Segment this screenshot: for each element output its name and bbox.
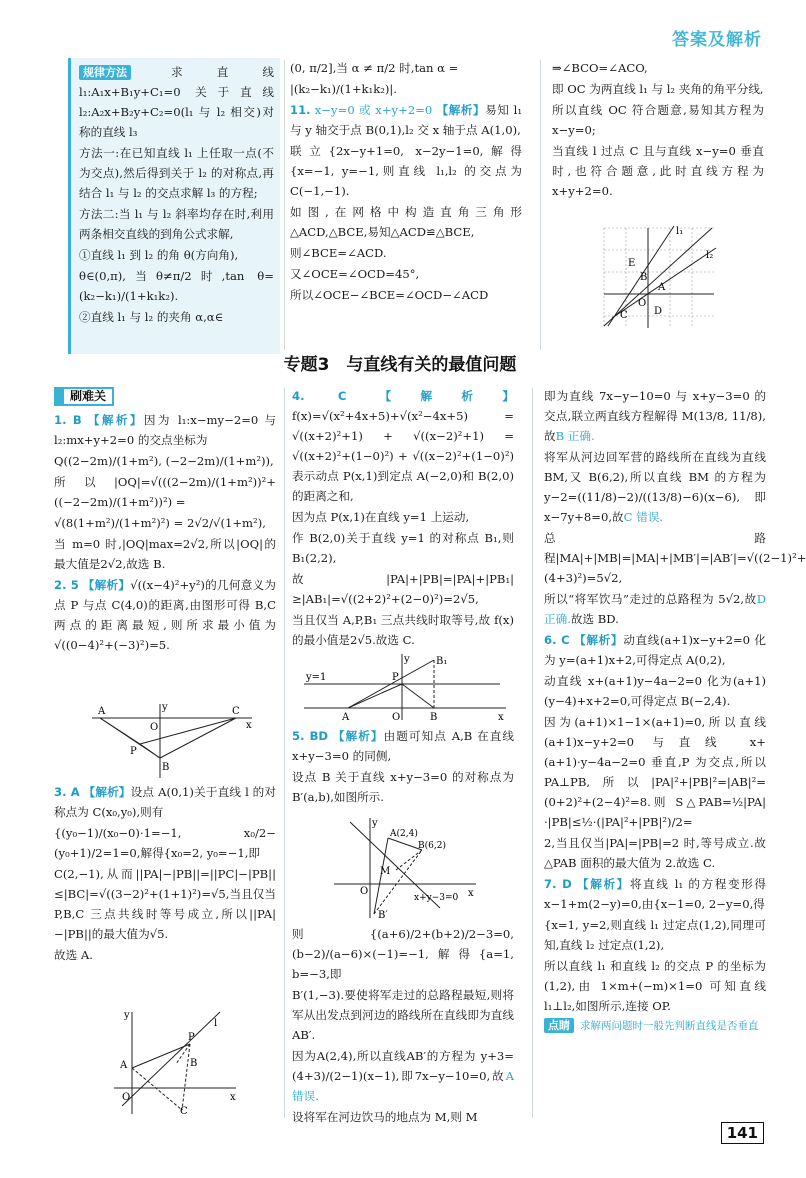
- q2-line-1: 2. 5 【解析】√((x−4)²+y²)的几何意义为点 P 与点 C(4,0)的距离,由图形可得 B,C 两点的距离最短,则所求最小值为√((0−4)²+(−3)²)=5.: [54, 578, 277, 652]
- q4-line-4: 故|PA|+|PB|=|PA|+|PB₁|≥|AB₁|=√((2+2)²+(2−0)²)=2√5,: [292, 572, 514, 606]
- difficulty-pill: 刷难关: [54, 387, 114, 406]
- label-C: C: [620, 310, 628, 321]
- fig2-A: A: [98, 706, 106, 717]
- q3-figure: [110, 1006, 240, 1116]
- q1-line-5: 当 m=0 时,|OQ|max=2√2,所以|OQ|的最大值是2√2,故选 B.: [54, 537, 276, 571]
- q5-line-4: B′(1,−3).要使将军走过的总路程最短,则将军从出发点到河边的路线所在直线即为直线 AB′.: [292, 988, 514, 1042]
- q4-line-2: 因为点 P(x,1)在直线 y=1 上运动,: [292, 510, 470, 524]
- label-l1: l₁: [676, 226, 684, 237]
- tip-method-1: 方法一:在已知直线 l₁ 上任取一点(不为交点),然后得到关于 l₂ 的对称点,再结合 l₁ 与 l₂ 的交点求解 l₃ 的方程;: [79, 146, 274, 200]
- q3-line-2: {(y₀−1)/(x₀−0)·1=−1, x₀/2−(y₀+1)/2=1=0,解得{x₀=2, y₀=−1,即: [54, 826, 276, 860]
- q11-prev-line-2: |(k₂−k₁)/(1+k₁k₂)|.: [290, 82, 397, 96]
- tip-method-2b: θ∈(0,π),当θ≠π/2时,tan θ=(k₂−k₁)/(1+k₁k₂).: [79, 269, 274, 303]
- fig3-A: A: [120, 1060, 128, 1071]
- fig3-B: B: [190, 1058, 198, 1069]
- right-line-4: 所以“将军饮马”走过的总路程为 5√2,故D 正确.故选 BD.: [544, 592, 766, 626]
- fig5-O: O: [360, 886, 369, 897]
- q11-text-4: 则∠BCE=∠ACD.: [290, 246, 387, 260]
- fig5-A: A(2,4): [390, 829, 418, 839]
- q6-line-1: 6. C 【解析】动直线(a+1)x−y+2=0 化为 y=(a+1)x+2,可得定点 A(0,2),: [544, 633, 766, 667]
- section-title: 专题3 与直线有关的最值问题: [283, 355, 517, 375]
- tip-method-2c: ②直线 l₁ 与 l₂ 的夹角 α,α∈: [79, 310, 224, 324]
- q5-solution-cont: [292, 924, 514, 1124]
- q1-line-3: 所以|OQ|=√(((2−2m)/(1+m²))²+((−2−2m)/(1+m²))²) =: [54, 475, 276, 509]
- fig3-y: y: [124, 1010, 130, 1021]
- tip-tag: 规律方法: [79, 65, 131, 80]
- q7-line-2: {x=1, y=2,则直线 l₁ 过定点(1,2),同理可知,直线 l₂ 过定点(1,2),: [544, 918, 766, 952]
- fig3-P: P: [188, 1032, 195, 1043]
- column-divider: [540, 60, 541, 350]
- fig3-O: O: [122, 1092, 131, 1103]
- column-divider: [532, 388, 533, 1118]
- fig3-C: C: [180, 1106, 188, 1117]
- col3-text-3: 所以直线 OC 符合题意,易知其方程为 x−y=0;: [552, 103, 764, 137]
- fig5-B: B(6,2): [418, 841, 446, 851]
- fig2-x: x: [246, 720, 252, 731]
- q5-line-1: 5. BD 【解析】由题可知点 A,B 在直线 x+y−3=0 的同侧,: [292, 729, 515, 763]
- label-A: A: [658, 282, 666, 293]
- q3-solution: [54, 782, 276, 1004]
- q4-line-1: 4. C 【解析】f(x)=√(x²+4x+5)+√(x²−4x+5) = √((x+2)²+1) + √((x−2)²+1) = √((x+2)²+(1−0)²) + √((x−2)²+(1−0)²)表示动点 P(x,1)到定点 A(−2,0)和 B(2,0)的距离之和,: [292, 389, 514, 503]
- tip-intro: 规律方法 求直线 l₁:A₁x+B₁y+C₁=0 关于直线 l₂:A₂x+B₂y+C₂=0(l₁ 与 l₂ 相交)对称的直线 l₃: [79, 65, 274, 139]
- fig5-B-prime: B′: [378, 910, 388, 921]
- q3-line-1: 3. A 【解析】设点 A(0,1)关于直线 l 的对称点为 C(x₀,y₀),则有: [54, 785, 277, 819]
- q5-line-2: 设点 B 关于直线 x+y−3=0 的对称点为 B′(a,b),如图所示.: [292, 770, 514, 804]
- q11-solution: [290, 58, 522, 350]
- label-O: O: [638, 298, 647, 309]
- fig4-P: P: [392, 672, 399, 683]
- q1-line-4: √(8(1+m²)/(1+m²)²) = 2√2/√(1+m²),: [54, 516, 266, 530]
- fig2-C: C: [232, 706, 240, 717]
- fig4-y1: y=1: [306, 672, 327, 683]
- fig4-y: y: [404, 654, 410, 665]
- note-tag: 点睛: [544, 1018, 574, 1033]
- fig3-l: l: [214, 1018, 218, 1029]
- fig2-O: O: [150, 722, 159, 733]
- col3-text-1: ⇒∠BCO=∠ACO,: [552, 61, 648, 75]
- fig3-x: x: [230, 1092, 236, 1103]
- fig5-x: x: [468, 888, 474, 899]
- q6-line-2: 动直线 x+(a+1)y−4a−2=0 化为(a+1)(y−4)+x+2=0,可得定点 B(−2,4).: [544, 674, 766, 708]
- q3-line-4: 故选 A.: [54, 948, 93, 962]
- fig5-line: x+y−3=0: [414, 893, 459, 903]
- q2-figure: [88, 698, 258, 780]
- q7-line-1: 7. D 【解析】将直线 l₁ 的方程变形得 x−1+m(2−y)=0,由{x−1=0, 2−y=0,得: [544, 877, 766, 911]
- fig5-M: M: [380, 866, 391, 877]
- method-tip-box: [68, 58, 280, 354]
- q11-text-5: 又∠OCE=∠OCD=45°,: [290, 267, 420, 281]
- column-divider: [284, 60, 285, 350]
- q3-line-3: C(2,−1),从而||PA|−|PB||=||PC|−|PB||≤|BC|=√((3−2)²+(1+1)²)=√5,当且仅当 P,B,C 三点共线时等号成立,所以||PA|−|PB||的最大值为√5.: [54, 867, 276, 941]
- q4-line-3: 作 B(2,0)关于直线 y=1 的对称点 B₁,则 B₁(2,2),: [292, 531, 514, 565]
- left-column: [54, 386, 276, 698]
- q11-prev-line-1: (0, π/2],当 α ≠ π/2 时,tan α =: [290, 61, 459, 75]
- label-l2: l₂: [706, 250, 714, 261]
- tip-method-2a: ①直线 l₁ 到 l₂ 的角 θ(方向角),: [79, 248, 239, 262]
- q5-line-3: 则{(a+6)/2+(b+2)/2−3=0, (b−2)/(a−6)×(−1)=−1,解得{a=1, b=−3,即: [292, 927, 514, 981]
- q11-solution-cont: [552, 58, 764, 218]
- q11-text-2: 联立{2x−y+1=0, x−2y−1=0,解得{x=−1, y=−1,则直线 l₁,l₂ 的交点为 C(−1,−1).: [290, 144, 522, 198]
- fig4-A: A: [342, 712, 350, 723]
- q5-line-6: 设将军在河边饮马的地点为 M,则 M: [292, 1110, 478, 1124]
- q6-line-4: 2,当且仅当|PA|=|PB|=2 时,等号成立.故△PAB 面积的最大值为 2.故选 C.: [544, 836, 766, 870]
- q6-line-3: 因为(a+1)×1−1×(a+1)=0,所以直线(a+1)x−y+2=0 与直线 x+(a+1)·y−4a−2=0 垂直,P 为交点,所以 PA⊥PB,所以|PA|²+|PB|²=|AB|²=(0+2)²+(2−4)²=8.则 S△PAB=½|PA|·|PB|≤½·(|PA|²+|PB|²)/2=: [544, 715, 766, 829]
- q11-text-3: 如图,在网格中构造直角三角形 △ACD,△BCE,易知△ACD≌△BCE,: [290, 205, 522, 239]
- q5-solution: [292, 726, 514, 812]
- column-divider: [284, 388, 285, 1118]
- fig2-y: y: [162, 702, 168, 713]
- fig2-P: P: [130, 746, 137, 757]
- q1-line-1: 1. B 【解析】因为 l₁:x−my−2=0 与 l₂:mx+y+2=0 的交点坐标为: [54, 413, 276, 447]
- fig4-B1: B₁: [436, 656, 448, 667]
- q4-solution: [292, 386, 514, 648]
- q7-line-3: 所以直线 l₁ 和直线 l₂ 的交点 P 的坐标为(1,2),由 1×m+(−m)×1=0 可知直线 l₁⊥l₂,如图所示,连接 OP.: [544, 959, 766, 1013]
- right-line-3: 总路程|MA|+|MB|=|MA|+|MB′|=|AB′|=√((2−1)²+(4+3)²)=5√2,: [544, 531, 806, 585]
- col3-text-4: 当直线 l 过点 C 且与直线 x−y=0 垂直时,也符合题意,此时直线方程为 x+y+2=0.: [552, 144, 764, 198]
- label-D: D: [654, 306, 663, 317]
- fig4-O: O: [392, 712, 401, 723]
- q4-figure: [300, 650, 512, 722]
- tip-method-2: 方法二:当 l₁ 与 l₂ 斜率均存在时,利用两条相交直线的到角公式求解,: [79, 207, 274, 241]
- q5-figure: [330, 814, 480, 922]
- fig2-B: B: [162, 762, 170, 773]
- q1-line-2: Q((2−2m)/(1+m²), (−2−2m)/(1+m²)),: [54, 454, 274, 468]
- q11-text-6: 所以∠OCE−∠BCE=∠OCD−∠ACD: [290, 288, 489, 302]
- page-header-title: 答案及解析: [672, 30, 762, 50]
- fig4-B: B: [430, 712, 438, 723]
- col3-text-2: 即 OC 为两直线 l₁ 与 l₂ 夹角的角平分线,: [552, 82, 764, 96]
- tip-note: 点睛 求解两问题时一般先判断直线是否垂直: [544, 1018, 766, 1033]
- label-B: B: [640, 272, 648, 283]
- label-E: E: [628, 258, 636, 269]
- q4-line-5: 当且仅当 A,P,B₁ 三点共线时取等号,故 f(x)的最小值是2√5.故选 C.: [292, 613, 514, 647]
- grid-figure: [594, 218, 724, 338]
- difficulty-pill-row: [54, 386, 276, 406]
- page-number: 141: [721, 1122, 764, 1144]
- fig4-x: x: [498, 712, 504, 723]
- right-line-1: 即为直线 7x−y−10=0 与 x+y−3=0 的交点,联立两直线方程解得 M(13/8, 11/8),故B 正确.: [544, 389, 766, 443]
- right-column: [544, 386, 806, 1098]
- q5-line-5: 因为A(2,4),所以直线AB′的方程为 y+3=(4+3)/(2−1)(x−1),即7x−y−10=0,故A 错误.: [292, 1049, 514, 1103]
- fig5-y: y: [372, 818, 378, 829]
- q11-answer: 11. x−y=0 或 x+y+2=0 【解析】易知 l₁ 与 y 轴交于点 B(0,1),l₂ 交 x 轴于点 A(1,0),: [290, 103, 523, 137]
- right-line-2: 将军从河边回军营的路线所在直线为直线 BM,又 B(6,2),所以直线 BM 的方程为 y−2=((11/8)−2)/((13/8)−6)(x−6),即 x−7y+8=0,故C 错误.: [544, 450, 766, 524]
